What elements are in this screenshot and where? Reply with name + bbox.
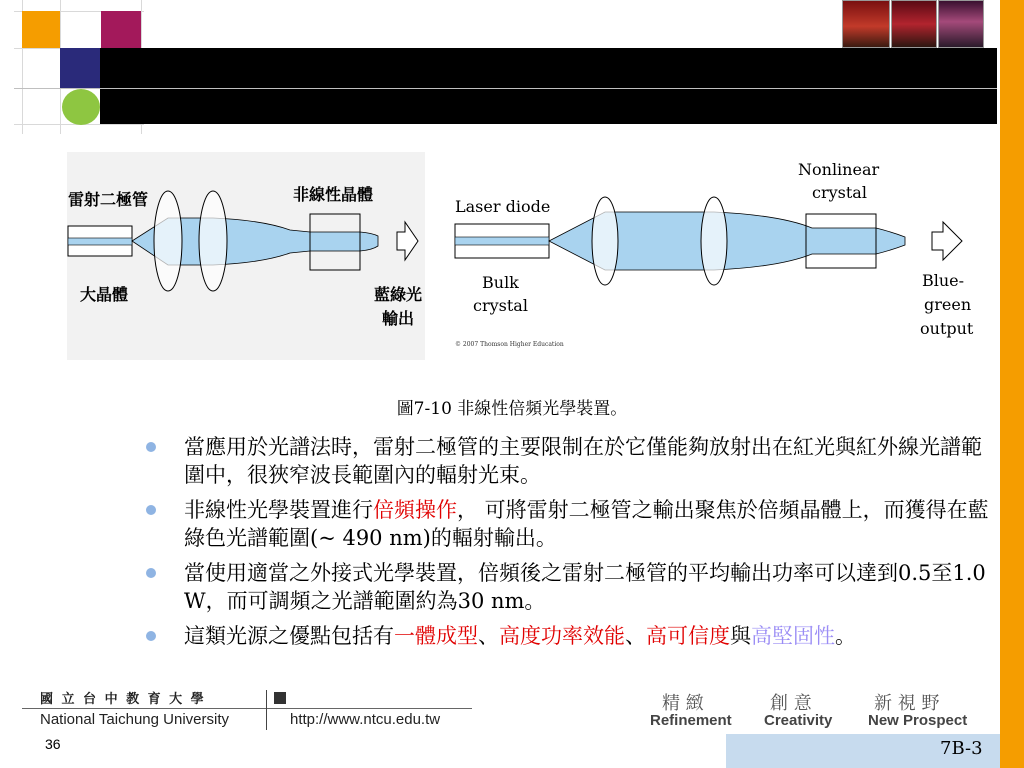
en-output-label-1: Blue- — [922, 271, 965, 290]
en-output-label-3: output — [920, 319, 974, 338]
en-lens-1 — [592, 197, 618, 285]
bullet-dot-icon — [146, 442, 156, 452]
header-photo — [842, 0, 890, 48]
en-copyright: © 2007 Thomson Higher Education — [455, 341, 564, 348]
bullet-text: ， 可將雷射二極管之輸出聚焦於倍頻晶體上，而獲得在藍綠色光譜範圍(~ 490 nm)的輻射輸出。 — [184, 498, 989, 550]
highlight-text: 高可信度 — [646, 624, 730, 648]
figure-caption: 圖7-10 非線性倍頻光學裝置。 — [396, 399, 628, 419]
footer-divider-line — [22, 708, 472, 709]
highlight-text-purple: 高堅固性 — [751, 624, 835, 648]
motto-zh-1: 精 緻 — [662, 693, 704, 714]
bullet-item — [144, 559, 994, 615]
navy-square — [60, 48, 101, 88]
motto-zh-2: 創 意 — [770, 693, 812, 714]
zh-crystal-label: 非線性晶體 — [293, 185, 374, 204]
bullet-text: 這類光源之優點包括有 — [184, 624, 394, 648]
bullet-text: 、 — [478, 624, 499, 648]
header-photo — [891, 0, 937, 48]
header-divider-line — [14, 88, 997, 89]
bullet-text: 當使用適當之外接式光學裝置，倍頻後之雷射二極管的平均輸出功率可以達到0.5至1.0 W，而可調頻之光譜範圍約為30 nm。 — [184, 561, 986, 613]
en-laser-beam-strip — [455, 237, 549, 245]
en-output-label-2: green — [924, 295, 972, 314]
highlight-text: 高度功率效能 — [499, 624, 625, 648]
zh-laser-label: 雷射二極管 — [68, 190, 149, 209]
footer-square-icon — [274, 692, 286, 704]
en-crystal-label-2: crystal — [812, 183, 867, 202]
zh-laser-beam-strip — [68, 238, 132, 245]
en-output-arrow-icon — [932, 222, 962, 260]
bullet-dot-icon — [146, 505, 156, 515]
bullet-text: 、 — [625, 624, 646, 648]
diagram-en — [455, 160, 974, 348]
green-circle — [62, 89, 100, 125]
highlight-text: 倍頻操作 — [373, 498, 457, 522]
zh-output-label-1: 藍綠光 — [374, 285, 423, 304]
en-laser-label: Laser diode — [455, 197, 551, 216]
orange-square — [22, 11, 60, 48]
bullet-item — [144, 496, 994, 552]
bullet-text: 。 — [835, 624, 856, 648]
header-photo — [938, 0, 984, 48]
motto-zh-3: 新 視 野 — [874, 693, 940, 714]
motto-en-2: Creativity — [764, 712, 833, 729]
en-lens-2 — [701, 197, 727, 285]
bullet-text: 非線性光學裝置進行 — [184, 498, 373, 522]
page-number: 36 — [45, 736, 61, 752]
zh-output-label-2: 輸出 — [382, 309, 415, 328]
header-black-bar — [100, 48, 997, 124]
footer-university-zh: 國 立 台 中 教 育 大 學 — [40, 692, 206, 707]
diagram-zh — [68, 185, 422, 328]
footer-url[interactable]: http://www.ntcu.edu.tw — [290, 711, 441, 728]
bullet-dot-icon — [146, 568, 156, 578]
zh-bulk-label: 大晶體 — [80, 285, 129, 304]
footer-university-en: National Taichung University — [40, 711, 229, 728]
en-bulk-label-1: Bulk — [482, 273, 519, 292]
bullet-dot-icon — [146, 631, 156, 641]
en-bulk-label-2: crystal — [473, 296, 528, 315]
motto-en-3: New Prospect — [868, 712, 968, 729]
highlight-text: 一體成型 — [394, 624, 478, 648]
slide-code: 7B-3 — [940, 738, 983, 759]
en-crystal-label-1: Nonlinear — [798, 160, 880, 179]
motto-en-1: Refinement — [650, 712, 732, 729]
zh-lens-2 — [199, 191, 227, 291]
zh-lens-1 — [154, 191, 182, 291]
bullet-list — [144, 433, 994, 657]
bullet-item — [144, 433, 994, 489]
bullet-text: 當應用於光譜法時，雷射二極管的主要限制在於它僅能夠放射出在紅光與紅外線光譜範圍中，很狹窄波長範圍內的輻射光束。 — [184, 435, 982, 487]
figure-diagrams — [0, 140, 1000, 370]
right-orange-strip — [1000, 0, 1024, 768]
footer-vertical-divider — [266, 690, 267, 730]
magenta-square — [101, 11, 141, 48]
bullet-item — [144, 622, 994, 650]
bullet-text: 與 — [730, 624, 751, 648]
zh-output-arrow-icon — [397, 222, 418, 260]
